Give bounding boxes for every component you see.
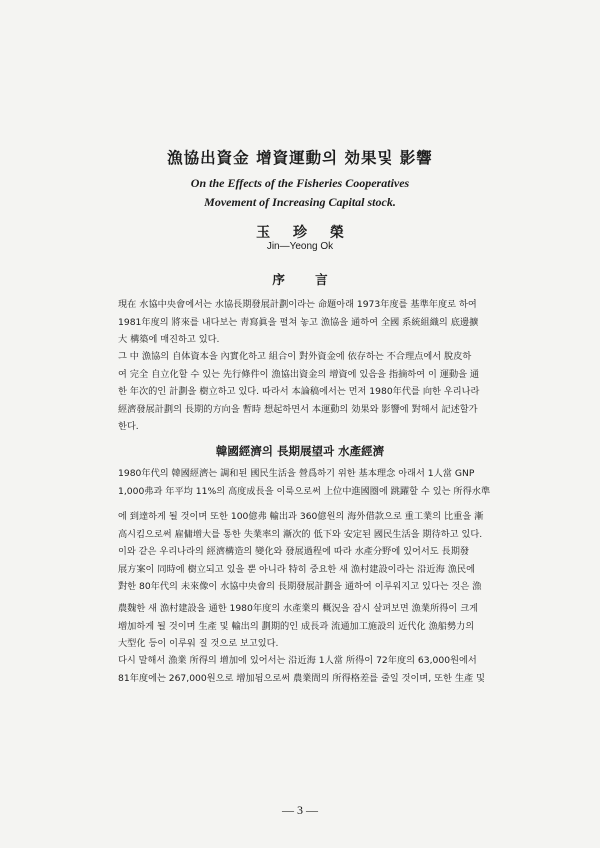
text-line: 展方案이 同時에 樹立되고 있을 뿐 아니라 特히 중요한 새 漁村建設이라는 沿近海 漁民에 — [118, 563, 475, 575]
paragraph — [118, 465, 494, 500]
section-heading-introduction: 序 言 — [272, 272, 328, 287]
title-en-line: Movement of Increasing Capital stock. — [204, 195, 396, 209]
text-line: 增加하게 될 것이며 生產 및 輸出의 劃期的인 成長과 流通加工施設의 近代化 漁船勢力의 — [118, 620, 475, 632]
text-line: 1,000弗과 年平均 11%의 高度成長을 이룩으로써 上位中進國圈에 跳躍할 수 있는 所得水準 — [118, 485, 491, 497]
paragraph — [118, 508, 494, 596]
text-line: 81年度에는 267,000원으로 增加됨으로써 農業間의 所得格差를 줄일 것이며, 또한 生產 및 — [118, 672, 485, 684]
text-line: 이와 같은 우리나라의 經濟構造의 變化와 發展過程에 따라 水產分野에 있어서도 長期發 — [118, 546, 470, 558]
text-line: 한 年次的인 計劃을 樹立하고 있다. 따라서 本論稿에서는 먼저 1980年代를 向한 우리나라 — [118, 386, 480, 398]
text-line: 大 構築에 매진하고 있다. — [118, 334, 220, 346]
section-heading-long-term-outlook: 韓國經濟의 長期展望과 水產經濟 — [215, 444, 385, 458]
paper-title-english — [0, 174, 600, 212]
title-en-line: On the Effects of the Fisheries Cooperatives — [190, 176, 410, 190]
text-line: 1980年代의 韓國經濟는 調和된 國民生活을 營爲하기 위한 基本理念 아래서 1人當 GNP — [118, 468, 475, 479]
paragraph — [118, 652, 494, 687]
paragraph — [118, 348, 494, 436]
paragraph — [118, 600, 494, 653]
text-line: 現在 水協中央會에서는 水協長期發展計劃이라는 命題아래 1973年度를 基準年度로 하여 — [118, 299, 477, 310]
text-line: 여 完全 自立化할 수 있는 先行條件이 漁協出資金의 增資에 있음을 指摘하여 이 運動을 通 — [118, 368, 480, 380]
page-number: — 3 — — [282, 803, 318, 817]
paper-title-korean: 漁協出資金 增資運動의 効果및 影響 — [167, 148, 433, 167]
text-line: 에 到達하게 될 것이며 또한 100億弗 輸出과 360億원의 海外借款으로 重工業의 比重을 漸 — [118, 511, 484, 522]
paragraph — [118, 296, 494, 349]
author-name-english: Jin—Yeong Ok — [266, 241, 334, 252]
text-line: 다시 말해서 漁業 所得의 增加에 있어서는 沿近海 1人當 所得이 72年度의 63,000원에서 — [118, 655, 477, 666]
text-line: 한다. — [118, 421, 139, 433]
author-name-korean: 玉 珍 榮 — [256, 225, 344, 241]
text-line: 1981年度의 將來를 내다보는 靑寫眞을 펼쳐 놓고 漁協을 通하여 全國 系統組織의 底邊擴 — [118, 316, 479, 328]
text-line: 農魏한 새 漁村建設을 通한 1980年度의 水產業의 概況을 잠시 살펴보면 漁業所得이 크게 — [118, 603, 478, 614]
text-line: 그 中 漁協의 自体資本을 內實化하고 組合이 對外資金에 依存하는 不合理点에서 脫皮하 — [118, 351, 472, 362]
text-line: 對한 80年代의 未來像이 水協中央會의 長期發展計劃을 通하여 이루워지고 있다는 것은 漁 — [118, 581, 482, 593]
text-line: 高시킴으로써 雇傭增大를 통한 失業率의 漸次的 低下와 安定된 國民生活을 期待하고 있다. — [118, 528, 483, 540]
text-line: 經濟發展計劃의 長期的方向을 暫時 想起하면서 本運動의 効果와 影響에 對해서 記述할가 — [118, 403, 478, 415]
text-line: 大型化 등이 이루워 질 것으로 보고있다. — [118, 638, 279, 650]
